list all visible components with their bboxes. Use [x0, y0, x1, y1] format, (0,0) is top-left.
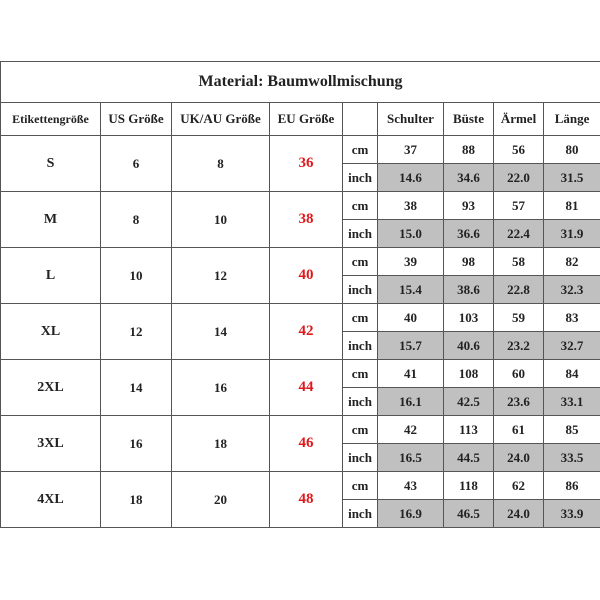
schulter-cm-cell: 43	[378, 472, 444, 500]
eu-size-cell: 36	[270, 136, 343, 192]
table-row-cm	[1, 136, 600, 164]
schulter-cm-cell: 38	[378, 192, 444, 220]
ukau-size-cell: 16	[172, 360, 270, 416]
unit-label-inch: inch	[343, 332, 378, 360]
buste-inch-cell: 42.5	[444, 388, 494, 416]
table-row-cm	[1, 304, 600, 332]
buste-inch-cell: 44.5	[444, 444, 494, 472]
buste-cm-cell: 93	[444, 192, 494, 220]
schulter-inch-cell: 16.9	[378, 500, 444, 528]
unit-label-inch: inch	[343, 276, 378, 304]
header-etikettengroesse: Etikettengröße	[1, 103, 101, 136]
unit-label-cm: cm	[343, 136, 378, 164]
unit-label-inch: inch	[343, 500, 378, 528]
schulter-cm-cell: 39	[378, 248, 444, 276]
armel-inch-cell: 23.6	[494, 388, 544, 416]
unit-label-cm: cm	[343, 248, 378, 276]
us-size-cell: 12	[101, 304, 172, 360]
us-size-cell: 10	[101, 248, 172, 304]
table-row-cm	[1, 192, 600, 220]
buste-cm-cell: 98	[444, 248, 494, 276]
header-unit	[343, 103, 378, 136]
unit-label-cm: cm	[343, 472, 378, 500]
armel-cm-cell: 62	[494, 472, 544, 500]
lange-inch-cell: 33.1	[544, 388, 600, 416]
table-title: Material: Baumwollmischung	[1, 62, 600, 103]
unit-label-cm: cm	[343, 304, 378, 332]
lange-cm-cell: 82	[544, 248, 600, 276]
armel-cm-cell: 61	[494, 416, 544, 444]
buste-cm-cell: 103	[444, 304, 494, 332]
buste-cm-cell: 113	[444, 416, 494, 444]
buste-cm-cell: 108	[444, 360, 494, 388]
header-armel: Ärmel	[494, 103, 544, 136]
schulter-inch-cell: 15.0	[378, 220, 444, 248]
table-row-cm	[1, 416, 600, 444]
lange-inch-cell: 32.3	[544, 276, 600, 304]
header-schulter: Schulter	[378, 103, 444, 136]
schulter-inch-cell: 16.1	[378, 388, 444, 416]
armel-inch-cell: 24.0	[494, 444, 544, 472]
eu-size-cell: 42	[270, 304, 343, 360]
lange-cm-cell: 81	[544, 192, 600, 220]
unit-label-cm: cm	[343, 360, 378, 388]
size-label-cell: 2XL	[1, 360, 101, 416]
buste-cm-cell: 118	[444, 472, 494, 500]
buste-inch-cell: 40.6	[444, 332, 494, 360]
us-size-cell: 18	[101, 472, 172, 528]
size-chart-table	[0, 61, 600, 528]
schulter-inch-cell: 15.7	[378, 332, 444, 360]
eu-size-cell: 46	[270, 416, 343, 472]
ukau-size-cell: 10	[172, 192, 270, 248]
size-label-cell: S	[1, 136, 101, 192]
size-label-cell: M	[1, 192, 101, 248]
armel-inch-cell: 22.8	[494, 276, 544, 304]
header-row	[1, 103, 600, 136]
lange-inch-cell: 32.7	[544, 332, 600, 360]
schulter-inch-cell: 14.6	[378, 164, 444, 192]
eu-size-cell: 38	[270, 192, 343, 248]
armel-inch-cell: 24.0	[494, 500, 544, 528]
header-ukau-groesse: UK/AU Größe	[172, 103, 270, 136]
lange-inch-cell: 31.5	[544, 164, 600, 192]
ukau-size-cell: 18	[172, 416, 270, 472]
header-buste: Büste	[444, 103, 494, 136]
unit-label-cm: cm	[343, 192, 378, 220]
unit-label-inch: inch	[343, 444, 378, 472]
size-label-cell: 4XL	[1, 472, 101, 528]
table-row-cm	[1, 360, 600, 388]
armel-cm-cell: 57	[494, 192, 544, 220]
us-size-cell: 6	[101, 136, 172, 192]
armel-cm-cell: 60	[494, 360, 544, 388]
lange-cm-cell: 84	[544, 360, 600, 388]
size-label-cell: L	[1, 248, 101, 304]
lange-inch-cell: 33.9	[544, 500, 600, 528]
schulter-inch-cell: 15.4	[378, 276, 444, 304]
size-label-cell: XL	[1, 304, 101, 360]
lange-cm-cell: 85	[544, 416, 600, 444]
schulter-cm-cell: 42	[378, 416, 444, 444]
armel-cm-cell: 59	[494, 304, 544, 332]
armel-inch-cell: 23.2	[494, 332, 544, 360]
size-label-cell: 3XL	[1, 416, 101, 472]
ukau-size-cell: 20	[172, 472, 270, 528]
unit-label-inch: inch	[343, 220, 378, 248]
eu-size-cell: 44	[270, 360, 343, 416]
armel-cm-cell: 58	[494, 248, 544, 276]
unit-label-cm: cm	[343, 416, 378, 444]
armel-cm-cell: 56	[494, 136, 544, 164]
lange-inch-cell: 33.5	[544, 444, 600, 472]
ukau-size-cell: 14	[172, 304, 270, 360]
schulter-cm-cell: 40	[378, 304, 444, 332]
table-row-cm	[1, 248, 600, 276]
armel-inch-cell: 22.4	[494, 220, 544, 248]
header-us-groesse: US Größe	[101, 103, 172, 136]
buste-inch-cell: 46.5	[444, 500, 494, 528]
lange-cm-cell: 86	[544, 472, 600, 500]
unit-label-inch: inch	[343, 388, 378, 416]
ukau-size-cell: 8	[172, 136, 270, 192]
us-size-cell: 16	[101, 416, 172, 472]
buste-inch-cell: 38.6	[444, 276, 494, 304]
lange-cm-cell: 80	[544, 136, 600, 164]
us-size-cell: 8	[101, 192, 172, 248]
table-row-cm	[1, 472, 600, 500]
buste-inch-cell: 36.6	[444, 220, 494, 248]
title-row	[1, 62, 600, 103]
buste-cm-cell: 88	[444, 136, 494, 164]
buste-inch-cell: 34.6	[444, 164, 494, 192]
us-size-cell: 14	[101, 360, 172, 416]
schulter-cm-cell: 37	[378, 136, 444, 164]
unit-label-inch: inch	[343, 164, 378, 192]
header-lange: Länge	[544, 103, 600, 136]
eu-size-cell: 40	[270, 248, 343, 304]
armel-inch-cell: 22.0	[494, 164, 544, 192]
lange-inch-cell: 31.9	[544, 220, 600, 248]
ukau-size-cell: 12	[172, 248, 270, 304]
eu-size-cell: 48	[270, 472, 343, 528]
lange-cm-cell: 83	[544, 304, 600, 332]
schulter-inch-cell: 16.5	[378, 444, 444, 472]
header-eu-groesse: EU Größe	[270, 103, 343, 136]
schulter-cm-cell: 41	[378, 360, 444, 388]
